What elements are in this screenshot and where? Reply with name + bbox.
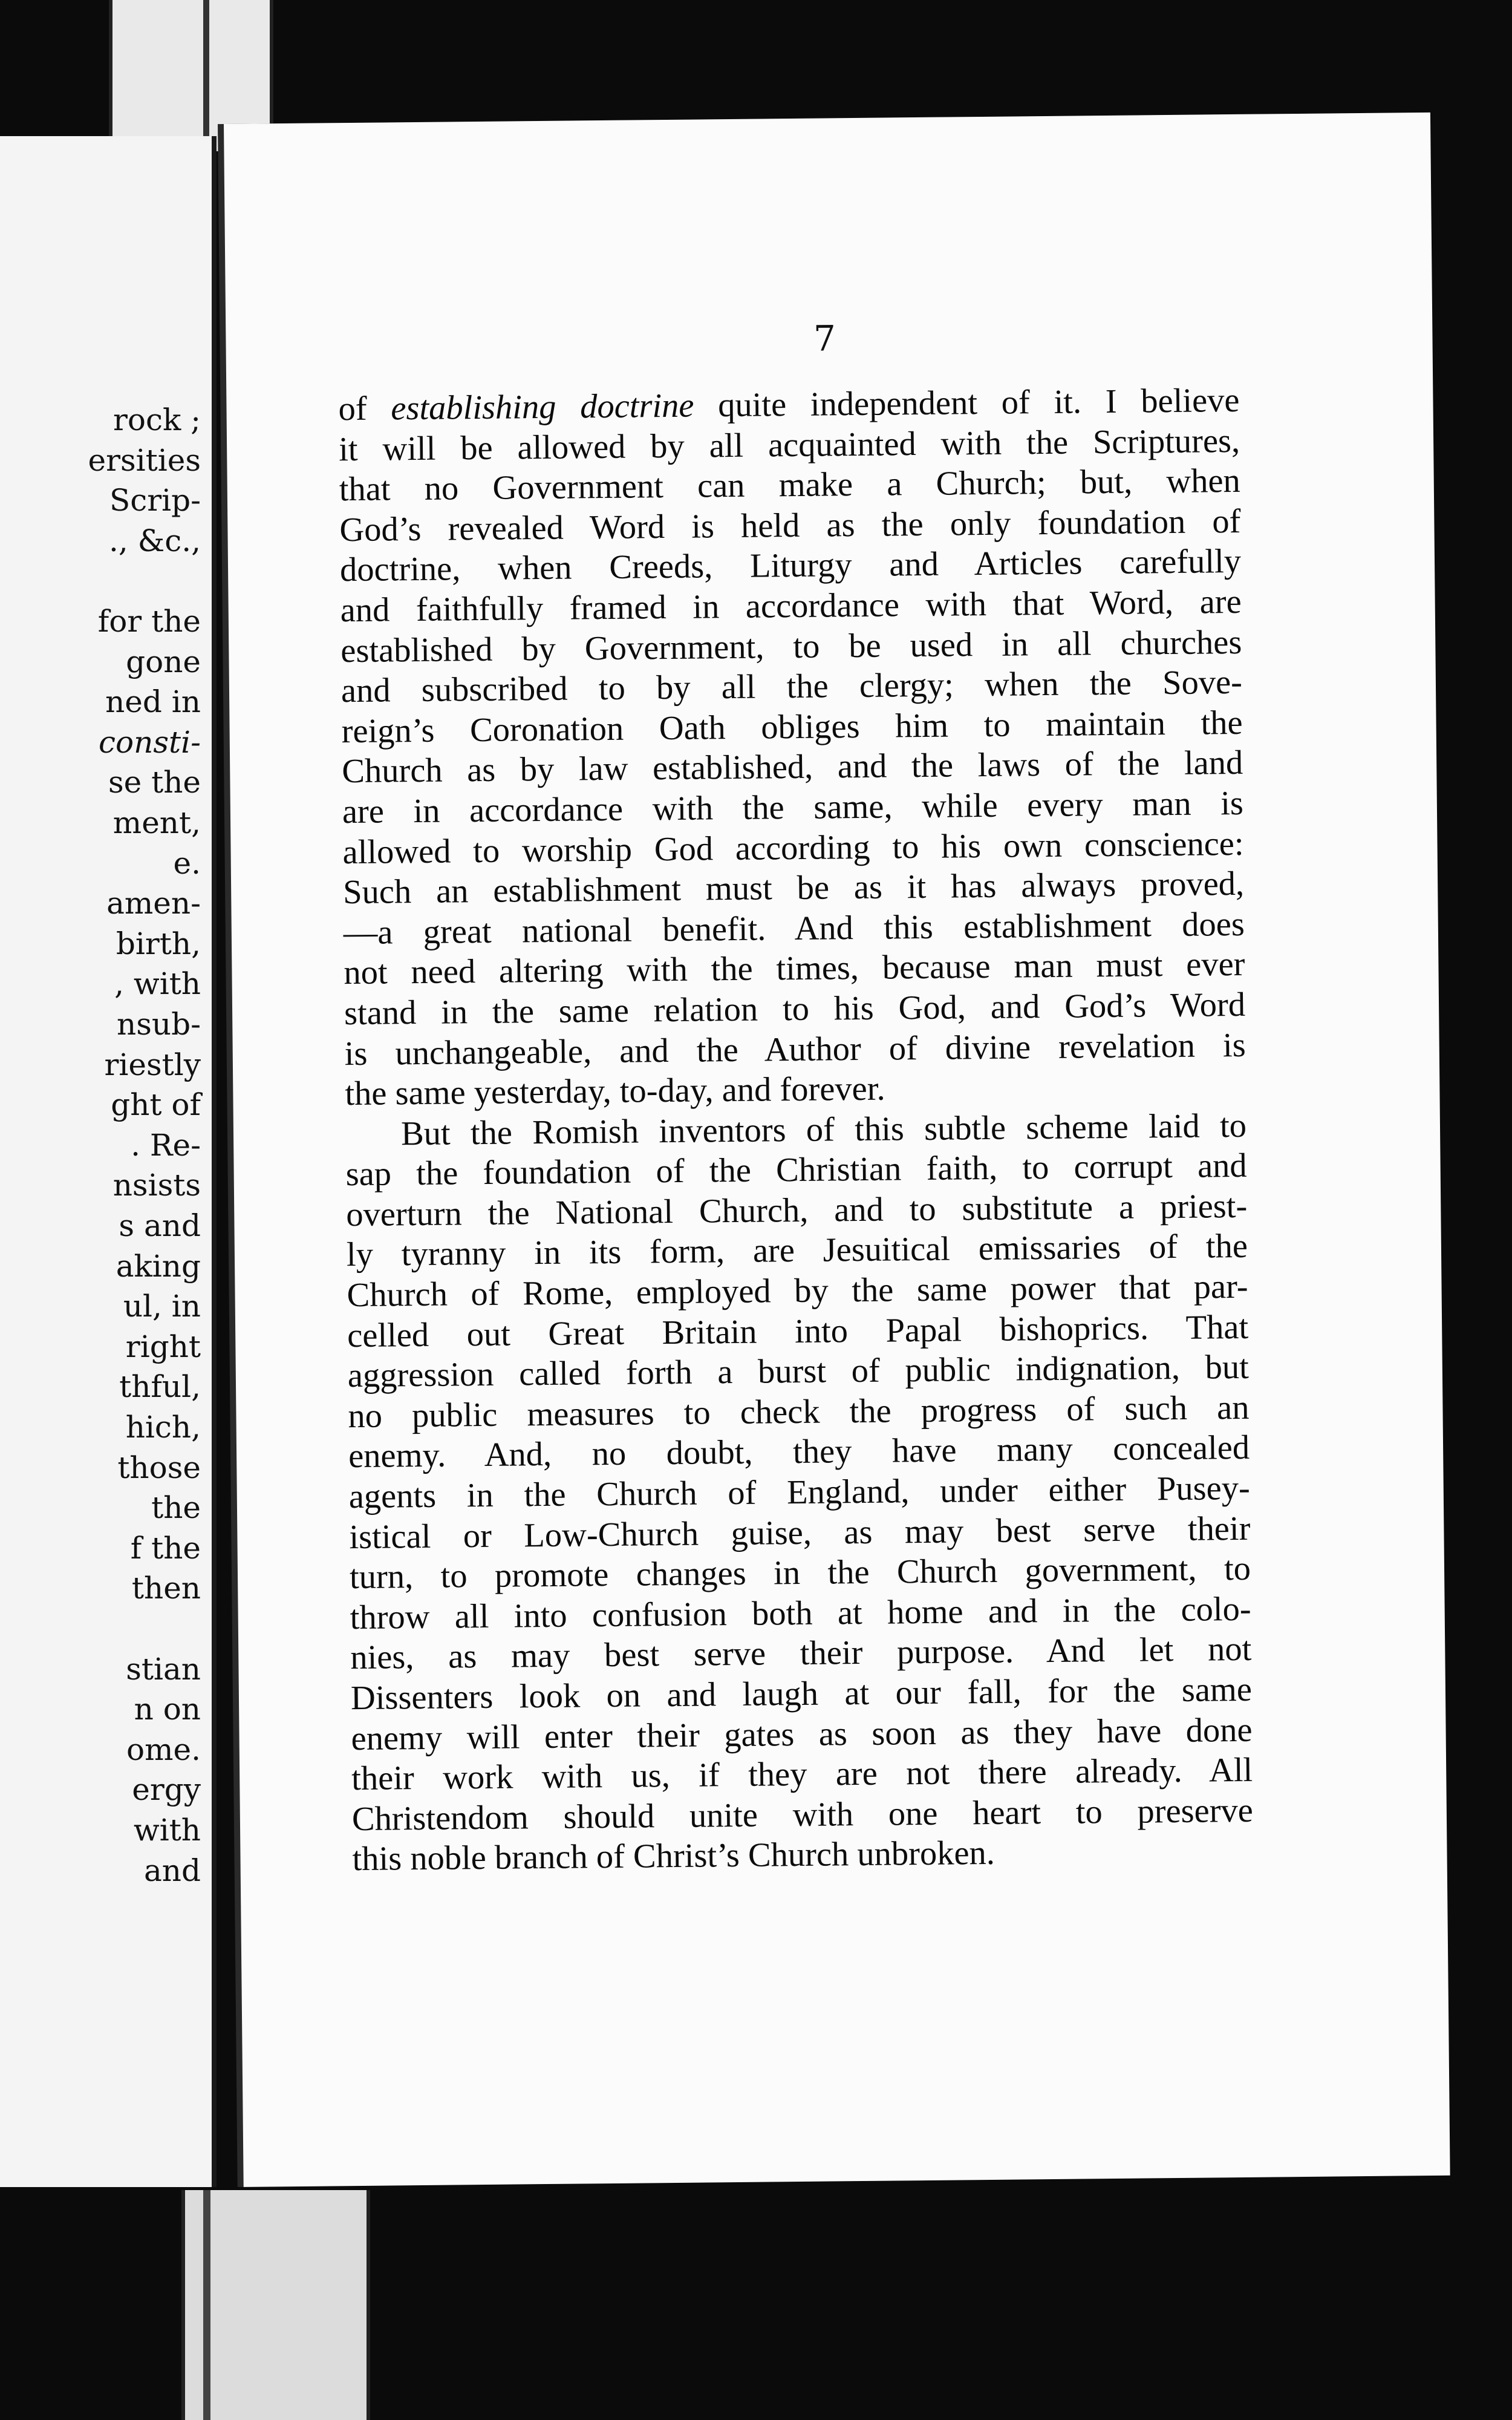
- facing-page-line-fragment: hich,: [125, 1410, 201, 1445]
- facing-page-line-fragment: ght of: [111, 1087, 201, 1123]
- paragraph-2: [345, 1106, 1254, 1880]
- paragraph-line: that no Government can make a Church; but, when: [339, 462, 1241, 509]
- paragraph-line: overturn the National Church, and to substitute a priest-: [346, 1187, 1248, 1234]
- facing-page-line-fragment: ment,: [112, 805, 201, 840]
- facing-page-line-fragment: consti-: [99, 724, 201, 760]
- facing-page-line-fragment: aking: [116, 1248, 201, 1284]
- paragraph-line: and faithfully framed in accordance with that Word, are: [340, 583, 1242, 630]
- paragraph-line: not need altering with the times, because man must ever: [344, 946, 1245, 992]
- paragraph-line: enemy will enter their gates as soon as they have done: [351, 1711, 1253, 1758]
- paragraph-line: allowed to worship God according to his own conscience:: [342, 825, 1244, 871]
- italic-phrase: establishing doctrine: [391, 387, 694, 428]
- facing-page-line-fragment: se the: [108, 765, 201, 800]
- paragraph-line: aggression called forth a burst of public indignation, but: [347, 1349, 1250, 1395]
- facing-page-line-fragment: , with: [114, 966, 201, 1002]
- binding-spine-bottom: [181, 2190, 370, 2420]
- paragraph-line: istical or Low-Church guise, as may best serve their: [349, 1509, 1251, 1556]
- paragraph-line: this noble branch of Christ’s Church unbroken.: [352, 1834, 996, 1879]
- facing-page-line-fragment: ul, in: [123, 1289, 201, 1324]
- facing-page-line-fragment: s and: [119, 1208, 201, 1243]
- paragraph-line: celled out Great Britain into Papal bishoprics. That: [347, 1308, 1249, 1355]
- facing-page: [0, 136, 217, 2187]
- paragraph-line: throw all into confusion both at home and in the colo-: [350, 1590, 1251, 1637]
- paragraph-line: —a great national benefit. And this establishment does: [343, 905, 1245, 952]
- paragraph-line: reign’s Coronation Oath obliges him to maintain the: [341, 704, 1243, 750]
- facing-page-line-fragment: Scrip-: [109, 483, 201, 518]
- paragraph-line: the same yesterday, to-day, and forever.: [345, 1070, 885, 1113]
- paragraph-line: sap the foundation of the Christian faith, to corrupt and: [345, 1147, 1247, 1194]
- facing-page-line-fragment: ome.: [126, 1732, 201, 1767]
- facing-page-line-fragment: for the: [97, 604, 201, 639]
- paragraph-line: But the Romish inventors of this subtle scheme laid to: [400, 1107, 1247, 1153]
- paragraph-line: enemy. And, no doubt, they have many concealed: [348, 1429, 1250, 1476]
- facing-page-line-fragment: stian: [126, 1651, 201, 1687]
- facing-page-line-fragment: gone: [126, 644, 201, 679]
- paragraph-line: Such an establishment must be as it has always proved,: [342, 865, 1245, 912]
- paragraph-line: established by Government, to be used in all churches: [341, 623, 1242, 670]
- facing-page-line-fragment: and: [143, 1853, 201, 1888]
- facing-page-line-fragment: with: [133, 1813, 201, 1848]
- facing-page-line-fragment: then: [131, 1571, 201, 1606]
- facing-page-line-fragment: . Re-: [131, 1127, 201, 1163]
- facing-page-line-fragment: ., &c.,: [109, 523, 201, 558]
- facing-page-line-fragment: the: [151, 1490, 201, 1526]
- text-run: quite independent of it. I believe: [694, 381, 1240, 425]
- facing-page-line-fragment: amen-: [106, 886, 201, 921]
- facing-page-line-fragment: e.: [173, 845, 201, 881]
- paragraph-line: is unchangeable, and the Author of divine revelation is: [344, 1026, 1246, 1073]
- page-number: 7: [813, 318, 836, 359]
- paragraph-line: Church as by law established, and the laws of the land: [341, 744, 1243, 791]
- paragraph-line: it will be allowed by all acquainted with the Scriptures,: [338, 422, 1240, 468]
- paragraph-line: their work with us, if they are not there already. All: [351, 1751, 1253, 1798]
- facing-page-line-fragment: birth,: [116, 926, 201, 961]
- paragraph-line: God’s revealed Word is held as the only foundation of: [339, 502, 1241, 549]
- paragraph-line: Christendom should unite with one heart to preserve: [351, 1791, 1254, 1838]
- facing-page-line-fragment: right: [125, 1329, 201, 1364]
- paragraph-1: [338, 381, 1246, 1114]
- paragraph-line: turn, to promote changes in the Church government, to: [349, 1550, 1251, 1597]
- facing-page-line-fragment: ned in: [105, 684, 201, 720]
- paragraph-line: doctrine, when Creeds, Liturgy and Articles carefully: [339, 543, 1242, 589]
- facing-page-line-fragment: riestly: [104, 1047, 201, 1082]
- facing-page-line-fragment: rock ;: [112, 402, 201, 437]
- paragraph-line: ly tyranny in its form, are Jesuitical emissaries of the: [346, 1228, 1248, 1274]
- paragraph-line: stand in the same relation to his God, and God’s Word: [344, 986, 1246, 1033]
- facing-page-line-fragment: nsists: [112, 1168, 201, 1203]
- paragraph-line: Dissenters look on and laugh at our fall, for the same: [350, 1670, 1253, 1718]
- facing-page-line-fragment: nsub-: [117, 1007, 201, 1042]
- facing-page-line-fragment: thful,: [119, 1369, 201, 1405]
- facing-page-line-fragment: ergy: [132, 1772, 201, 1808]
- facing-page-line-fragment: those: [117, 1450, 201, 1485]
- paragraph-line: agents in the Church of England, under either Pusey-: [348, 1469, 1251, 1516]
- paragraph-line: are in accordance with the same, while every man is: [342, 784, 1244, 831]
- facing-page-line-fragment: f the: [130, 1530, 201, 1566]
- main-page: [224, 113, 1450, 2187]
- paragraph-line: nies, as may best serve their purpose. And let not: [350, 1630, 1252, 1677]
- paragraph-line: no public measures to check the progress of such an: [348, 1388, 1250, 1435]
- paragraph-line: and subscribed to by all the clergy; when the Sove-: [341, 664, 1243, 710]
- facing-page-line-fragment: n on: [134, 1692, 201, 1727]
- facing-page-line-fragment: ersities: [88, 442, 201, 478]
- page-body: [338, 381, 1254, 1880]
- paragraph-line: Church of Rome, employed by the same power that par-: [347, 1267, 1248, 1315]
- text-run: of: [338, 390, 391, 428]
